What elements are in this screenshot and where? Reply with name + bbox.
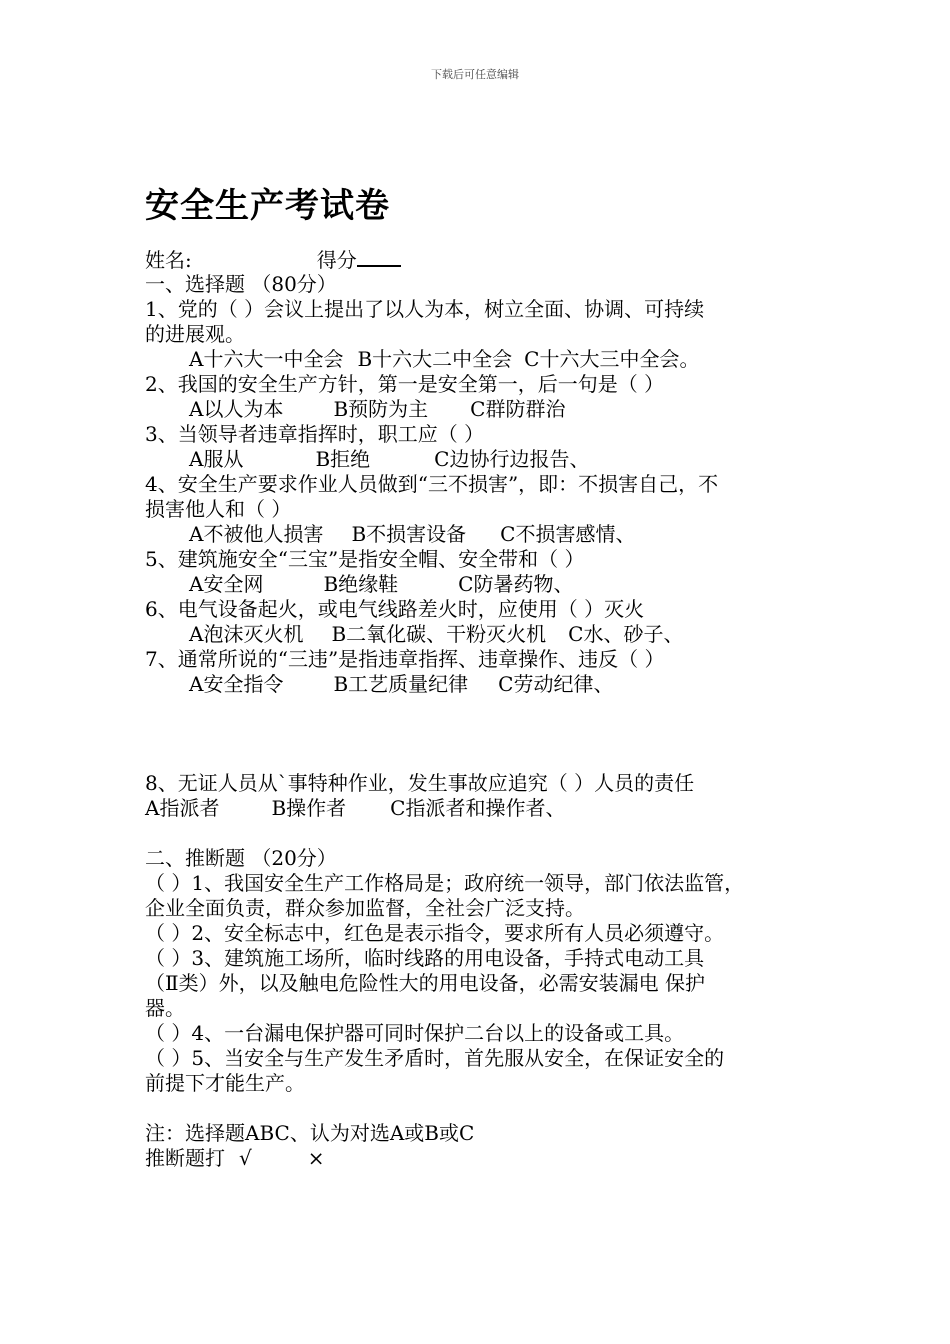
spacer <box>145 697 810 771</box>
question-2: 2、我国的安全生产方针，第一是安全第一，后一句是（ ） <box>145 372 665 396</box>
question-4-line-1: 4、安全生产要求作业人员做到“三不损害”，即：不损害自己，不 <box>145 472 719 496</box>
option-c: C指派者和操作者、 <box>390 796 566 820</box>
option-a: A指派者 <box>145 796 220 820</box>
option-b: B工艺质量纪律 <box>333 672 469 696</box>
option-b: B十六大二中全会 <box>357 347 513 371</box>
score-label: 得分 <box>316 248 357 272</box>
question-5-options <box>145 572 810 597</box>
judgement-5-line-1: （ ）5、当安全与生产发生矛盾时，首先服从安全，在保证安全的 <box>145 1046 725 1070</box>
note-label: 推断题打 <box>145 1146 225 1170</box>
judgement-1-line-1: （ ）1、我国安全生产工作格局是；政府统一领导，部门依法监管， <box>145 871 745 895</box>
question-1-line-2: 的进展观。 <box>145 322 245 346</box>
judgement-3-line-1: （ ）3、建筑施工场所，临时线路的用电设备，手持式电动工具 <box>145 946 705 970</box>
page-header: 下载后可任意编辑 <box>431 68 519 81</box>
option-b: B预防为主 <box>333 397 429 421</box>
question-6-options <box>145 622 810 647</box>
judgement-5-line-2: 前提下才能生产。 <box>145 1071 305 1095</box>
question-6: 6、电气设备起火，或电气线路差火时，应使用（ ）灭火 <box>145 597 645 621</box>
option-b: B绝缘鞋 <box>323 572 399 596</box>
option-a: A以人为本 <box>189 397 284 421</box>
option-a: A安全网 <box>189 572 264 596</box>
option-a: A泡沫灭火机 <box>189 622 304 646</box>
option-a: A服从 <box>189 447 244 471</box>
section-heading-judgement: 二、推断题 （20分） <box>145 846 337 870</box>
judgement-4: （ ）4、一台漏电保护器可同时保护二台以上的设备或工具。 <box>145 1021 685 1045</box>
note-line-1: 注：选择题ABC、认为对选A或B或C <box>145 1121 475 1145</box>
note-line-2 <box>145 1146 810 1171</box>
option-b: B二氧化碳、干粉灭火机 <box>331 622 547 646</box>
judgement-2: （ ）2、安全标志中，红色是表示指令，要求所有人员必须遵守。 <box>145 921 725 945</box>
option-b: B操作者 <box>271 796 347 820</box>
judgement-3-line-3: 器。 <box>145 996 185 1020</box>
question-5: 5、建筑施安全“三宝”是指安全帽、安全带和（ ） <box>145 547 585 571</box>
question-7: 7、通常所说的“三违”是指违章指挥、违章操作、违反（ ） <box>145 647 665 671</box>
option-b: B拒绝 <box>315 447 371 471</box>
question-7-options <box>145 672 810 697</box>
question-8: 8、无证人员从`事特种作业，发生事故应追究（ ）人员的责任 <box>145 771 695 795</box>
question-2-options <box>145 397 810 422</box>
option-c: C边协行边报告、 <box>434 447 590 471</box>
question-4-options <box>145 522 810 547</box>
page-title: 安全生产考试卷 <box>145 186 390 226</box>
option-c: C十六大三中全会。 <box>524 347 700 371</box>
score-blank <box>357 247 401 267</box>
option-a: A安全指令 <box>189 672 284 696</box>
question-8-options <box>145 796 810 821</box>
spacer <box>145 1096 810 1121</box>
check-mark-icon: √ <box>239 1146 252 1170</box>
option-b: B不损害设备 <box>351 522 467 546</box>
option-c: C防暑药物、 <box>458 572 574 596</box>
name-label: 姓名: <box>145 248 192 272</box>
option-a: A十六大一中全会 <box>189 347 344 371</box>
question-1-line-1: 1、党的（ ）会议上提出了以人为本，树立全面、协调、可持续 <box>145 297 705 321</box>
option-c: C不损害感情、 <box>500 522 636 546</box>
question-3: 3、当领导者违章指挥时，职工应（ ） <box>145 422 485 446</box>
option-c: C群防群治 <box>470 397 566 421</box>
exam-body <box>145 247 810 1171</box>
section-heading-choice: 一、选择题 （80分） <box>145 272 337 296</box>
option-c: C劳动纪律、 <box>498 672 614 696</box>
question-1-options <box>145 347 810 372</box>
option-a: A不被他人损害 <box>189 522 324 546</box>
judgement-1-line-2: 企业全面负责，群众参加监督，全社会广泛支持。 <box>145 896 585 920</box>
cross-mark-icon: × <box>307 1146 325 1170</box>
name-score-line <box>145 247 810 272</box>
option-c: C水、砂子、 <box>568 622 684 646</box>
judgement-3-line-2: （Ⅱ类）外，以及触电危险性大的用电设备，必需安装漏电 保护 <box>145 971 705 995</box>
question-4-line-2: 损害他人和（ ） <box>145 497 292 521</box>
spacer <box>145 821 810 846</box>
question-3-options <box>145 447 810 472</box>
